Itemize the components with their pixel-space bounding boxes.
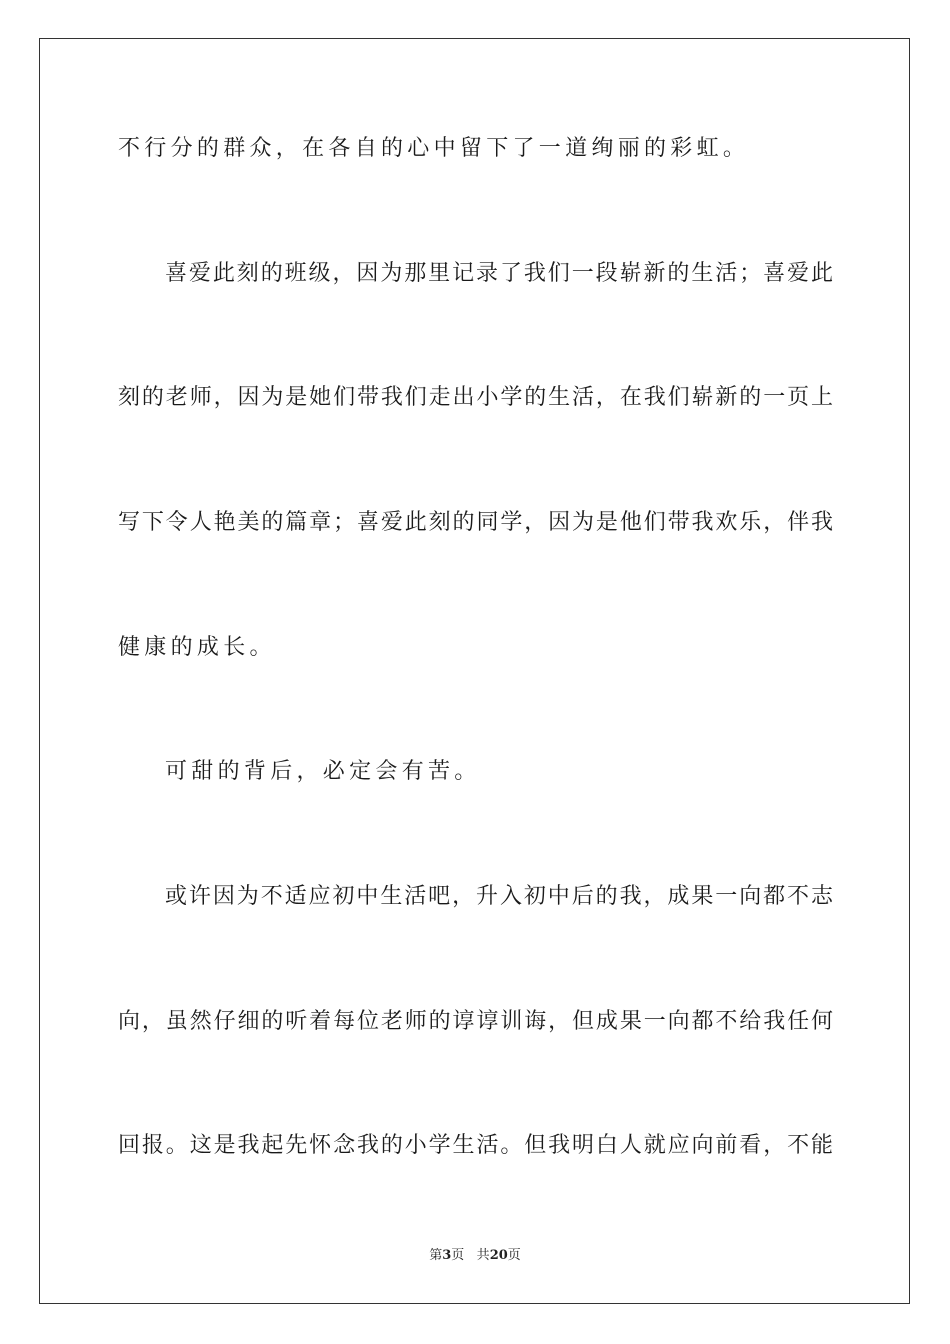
total-suffix: 页: [507, 1248, 521, 1263]
page-current: 3: [442, 1248, 452, 1263]
page-footer: [0, 1247, 950, 1265]
page-total: 20: [489, 1248, 508, 1263]
paragraph-line: 喜爱此刻的班级，因为那里记录了我们一段崭新的生活；喜爱此: [165, 261, 833, 286]
page-border: [39, 38, 910, 1304]
paragraph-line: 可甜的背后，必定会有苦。: [165, 759, 481, 784]
paragraph-line: 不行分的群众，在各自的心中留下了一道绚丽的彩虹。: [118, 136, 750, 161]
page-suffix: 页: [451, 1248, 465, 1263]
paragraph-line: 回报。这是我起先怀念我的小学生活。但我明白人就应向前看，不能: [118, 1133, 833, 1158]
total-prefix: 共: [476, 1248, 490, 1263]
paragraph-line: 向，虽然仔细的听着每位老师的谆谆训诲，但成果一向都不给我任何: [118, 1009, 833, 1034]
paragraph-line: 刻的老师，因为是她们带我们走出小学的生活，在我们崭新的一页上: [118, 385, 833, 410]
paragraph-line: 写下令人艳美的篇章；喜爱此刻的同学，因为是他们带我欢乐，伴我: [118, 510, 833, 535]
paragraph-line: 或许因为不适应初中生活吧，升入初中后的我，成果一向都不志: [165, 884, 833, 909]
paragraph-line: 健康的成长。: [118, 635, 276, 660]
page-prefix: 第: [429, 1248, 443, 1263]
